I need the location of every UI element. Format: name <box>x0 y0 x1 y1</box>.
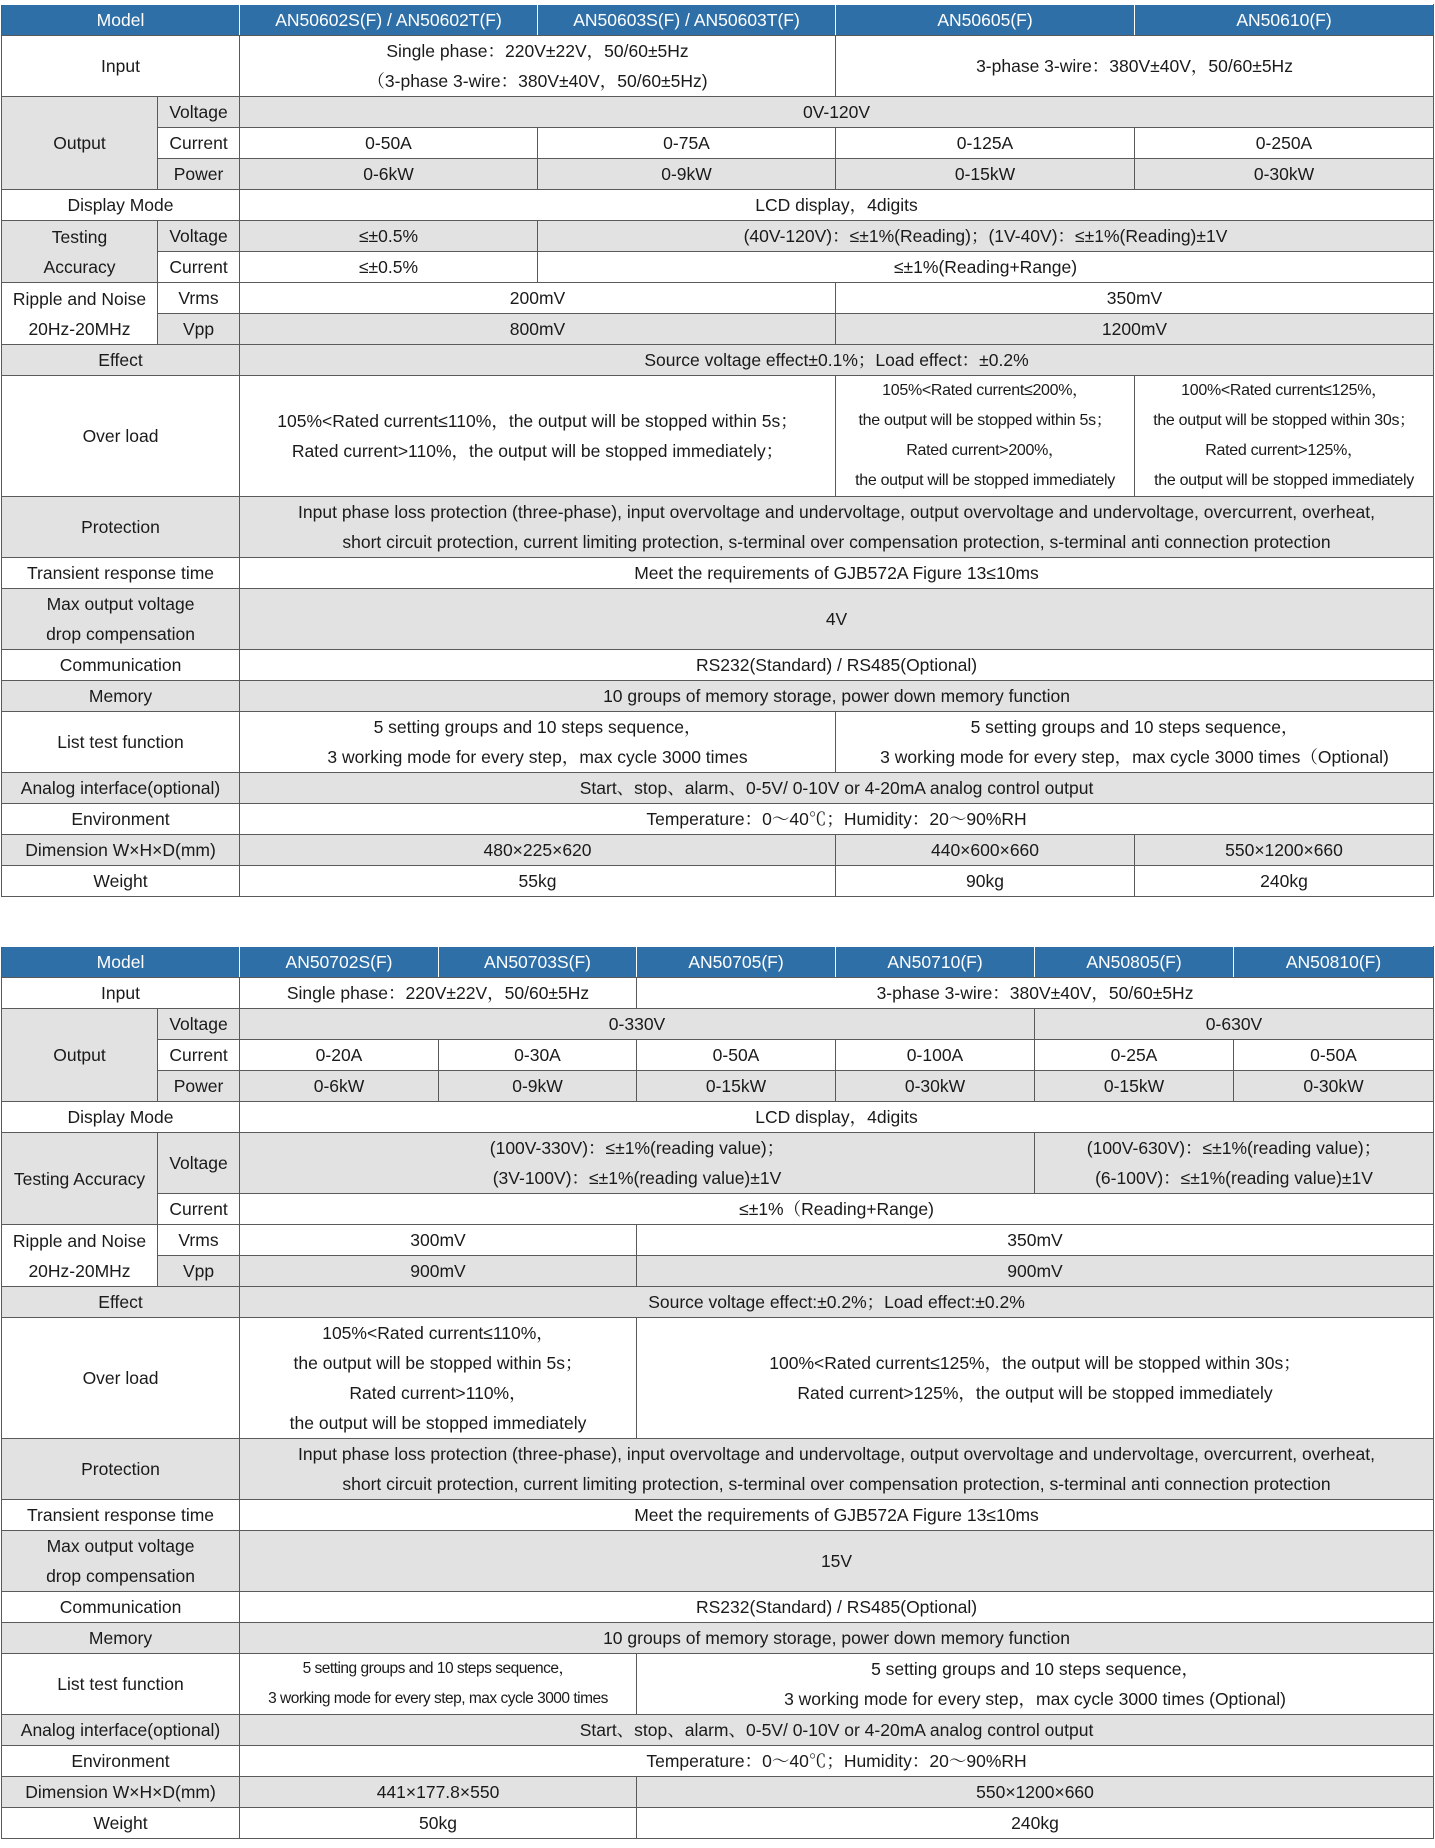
analog-value: Start、stop、alarm、0-5V/ 0-10V or 4-20mA analog control output <box>240 1715 1434 1746</box>
row-environment <box>2 1746 1434 1777</box>
list-test-b-line2: 3 working mode for every step，max cycle 3000 times (Optional) <box>784 1689 1286 1709</box>
header-row <box>2 5 1434 36</box>
row-accuracy-voltage <box>2 221 1434 252</box>
protection-line1: Input phase loss protection (three-phase), input overvoltage and undervoltage, output overvoltage and undervoltage, overcurrent, overheat, <box>298 502 1375 522</box>
label-analog: Analog interface(optional) <box>2 773 240 804</box>
label-weight: Weight <box>2 1808 240 1839</box>
row-effect <box>2 1287 1434 1318</box>
label-current: Current <box>158 252 240 283</box>
overload-a-line1: 105%<Rated current≤110%，the output will be stopped within 5s； <box>277 411 798 431</box>
label-transient: Transient response time <box>2 558 240 589</box>
list-test-a-line1: 5 setting groups and 10 steps sequence， <box>302 1660 574 1677</box>
protection-line2: short circuit protection, current limiting protection, s-terminal over compensation protection, s-terminal anti connection protection <box>342 532 1331 552</box>
overload-b <box>637 1318 1434 1439</box>
memory-value: 10 groups of memory storage, power down memory function <box>240 681 1434 712</box>
list-test-b-line2: 3 working mode for every step，max cycle 3000 times（Optional) <box>880 747 1389 767</box>
list-test-b <box>836 712 1434 773</box>
list-test-a <box>240 712 836 773</box>
overload-a <box>240 1318 637 1439</box>
label-voltage: Voltage <box>158 97 240 128</box>
overload-b <box>836 376 1135 497</box>
overload-c-line2: the output will be stopped within 30s； <box>1153 412 1415 429</box>
output-current-cell: 0-50A <box>240 128 538 159</box>
label-ripple-line1: Ripple and Noise <box>12 1230 147 1251</box>
label-output: Output <box>2 1009 158 1102</box>
row-display-mode <box>2 190 1434 221</box>
input-three-phase: 3-phase 3-wire：380V±40V，50/60±5Hz <box>637 978 1434 1009</box>
list-test-b <box>637 1654 1434 1715</box>
row-weight <box>2 1808 1434 1839</box>
header-model-1: AN50602S(F) / AN50602T(F) <box>240 5 538 36</box>
effect-value: Source voltage effect±0.1%；Load effect：±0.2% <box>240 345 1434 376</box>
output-power-cell: 0-9kW <box>439 1071 637 1102</box>
label-ripple-line1: Ripple and Noise <box>12 288 147 309</box>
ripple-vpp-a: 900mV <box>240 1256 637 1287</box>
row-output-voltage <box>2 1009 1434 1040</box>
label-protection: Protection <box>2 1439 240 1500</box>
overload-b-line2: the output will be stopped within 5s； <box>858 412 1112 429</box>
spec-table-an506 <box>1 4 1434 897</box>
label-current: Current <box>158 1040 240 1071</box>
row-communication <box>2 1592 1434 1623</box>
label-input: Input <box>2 978 240 1009</box>
row-ripple-vpp <box>2 314 1434 345</box>
row-input <box>2 36 1434 97</box>
output-power-cell: 0-15kW <box>1035 1071 1234 1102</box>
row-dimension <box>2 1777 1434 1808</box>
overload-a <box>240 376 836 497</box>
output-power-cell: 0-9kW <box>538 159 836 190</box>
label-drop-line1: Max output voltage <box>46 594 195 614</box>
label-memory: Memory <box>2 1623 240 1654</box>
protection-value <box>240 497 1434 558</box>
row-environment <box>2 804 1434 835</box>
label-drop-line1: Max output voltage <box>46 1536 195 1556</box>
output-power-cell: 0-30kW <box>1135 159 1434 190</box>
ripple-vpp-b: 1200mV <box>836 314 1434 345</box>
dimension-cell: 480×225×620 <box>240 835 836 866</box>
label-voltage: Voltage <box>158 221 240 252</box>
overload-c <box>1135 376 1434 497</box>
header-model-4: AN50710(F) <box>836 947 1035 978</box>
header-model-4: AN50610(F) <box>1135 5 1434 36</box>
ripple-vrms-b: 350mV <box>637 1225 1434 1256</box>
accuracy-voltage-b-line1: (100V-630V)：≤±1%(reading value)； <box>1086 1138 1382 1158</box>
label-effect: Effect <box>2 345 240 376</box>
output-current-cell: 0-50A <box>1234 1040 1434 1071</box>
label-dimension: Dimension W×H×D(mm) <box>2 1777 240 1808</box>
ripple-vpp-b: 900mV <box>637 1256 1434 1287</box>
accuracy-voltage-b <box>1035 1133 1434 1194</box>
overload-b-line4: the output will be stopped immediately <box>855 472 1115 489</box>
output-power-cell: 0-30kW <box>1234 1071 1434 1102</box>
row-ripple-vrms <box>2 1225 1434 1256</box>
ripple-vrms-b: 350mV <box>836 283 1434 314</box>
accuracy-current-b: ≤±1%(Reading+Range) <box>538 252 1434 283</box>
header-row <box>2 947 1434 978</box>
label-vrms: Vrms <box>158 283 240 314</box>
row-transient <box>2 1500 1434 1531</box>
accuracy-voltage-b-line2: (6-100V)：≤±1%(reading value)±1V <box>1095 1168 1373 1188</box>
label-vpp: Vpp <box>158 1256 240 1287</box>
output-current-cell: 0-75A <box>538 128 836 159</box>
dimension-cell: 440×600×660 <box>836 835 1135 866</box>
input-single-line2: （3-phase 3-wire：380V±40V，50/60±5Hz) <box>367 71 708 91</box>
accuracy-current-a: ≤±0.5% <box>240 252 538 283</box>
weight-cell: 55kg <box>240 866 836 897</box>
header-model: Model <box>2 947 240 978</box>
output-power-cell: 0-6kW <box>240 1071 439 1102</box>
label-environment: Environment <box>2 804 240 835</box>
overload-c-line1: 100%<Rated current≤125%， <box>1181 382 1387 399</box>
accuracy-voltage-b: (40V-120V)：≤±1%(Reading)；(1V-40V)：≤±1%(Reading)±1V <box>538 221 1434 252</box>
label-testing-accuracy-line1: Testing <box>51 226 108 247</box>
label-current: Current <box>158 128 240 159</box>
list-test-b-line1: 5 setting groups and 10 steps sequence， <box>970 717 1299 737</box>
list-test-a-line2: 3 working mode for every step，max cycle 3000 times <box>327 747 748 767</box>
overload-a-line2: Rated current>110%，the output will be stopped immediately； <box>291 441 784 461</box>
display-mode-value: LCD display，4digits <box>240 190 1434 221</box>
output-current-cell: 0-25A <box>1035 1040 1234 1071</box>
label-current: Current <box>158 1194 240 1225</box>
row-overload <box>2 376 1434 497</box>
row-list-test <box>2 1654 1434 1715</box>
output-power-cell: 0-6kW <box>240 159 538 190</box>
row-output-current <box>2 1040 1434 1071</box>
row-transient <box>2 558 1434 589</box>
list-test-b-line1: 5 setting groups and 10 steps sequence， <box>871 1659 1199 1679</box>
label-list-test: List test function <box>2 1654 240 1715</box>
protection-line1: Input phase loss protection (three-phase), input overvoltage and undervoltage, output overvoltage and undervoltage, overcurrent, overheat, <box>298 1444 1375 1464</box>
header-model-1: AN50702S(F) <box>240 947 439 978</box>
row-memory <box>2 1623 1434 1654</box>
accuracy-voltage-a: ≤±0.5% <box>240 221 538 252</box>
list-test-a-line1: 5 setting groups and 10 steps sequence， <box>373 717 702 737</box>
label-output: Output <box>2 97 158 190</box>
output-current-cell: 0-100A <box>836 1040 1035 1071</box>
row-communication <box>2 650 1434 681</box>
weight-cell: 90kg <box>836 866 1135 897</box>
output-current-cell: 0-30A <box>439 1040 637 1071</box>
overload-a-line4: the output will be stopped immediately <box>289 1413 587 1433</box>
output-current-cell: 0-250A <box>1135 128 1434 159</box>
row-drop-compensation <box>2 1531 1434 1592</box>
input-single-line1: Single phase：220V±22V，50/60±5Hz <box>386 41 689 61</box>
row-analog <box>2 773 1434 804</box>
label-ripple-noise <box>2 1225 158 1287</box>
row-dimension <box>2 835 1434 866</box>
overload-a-line2: the output will be stopped within 5s； <box>293 1353 583 1373</box>
label-effect: Effect <box>2 1287 240 1318</box>
label-vrms: Vrms <box>158 1225 240 1256</box>
row-input <box>2 978 1434 1009</box>
transient-value: Meet the requirements of GJB572A Figure 13≤10ms <box>240 1500 1434 1531</box>
label-drop-compensation <box>2 589 240 650</box>
input-single-phase: Single phase：220V±22V，50/60±5Hz <box>240 978 637 1009</box>
label-weight: Weight <box>2 866 240 897</box>
label-list-test: List test function <box>2 712 240 773</box>
label-analog: Analog interface(optional) <box>2 1715 240 1746</box>
output-current-cell: 0-125A <box>836 128 1135 159</box>
row-accuracy-current <box>2 252 1434 283</box>
label-power: Power <box>158 1071 240 1102</box>
header-model-2: AN50703S(F) <box>439 947 637 978</box>
label-display-mode: Display Mode <box>2 190 240 221</box>
row-analog <box>2 1715 1434 1746</box>
overload-a-line1: 105%<Rated current≤110%， <box>322 1323 554 1343</box>
header-model-2: AN50603S(F) / AN50603T(F) <box>538 5 836 36</box>
label-display-mode: Display Mode <box>2 1102 240 1133</box>
label-communication: Communication <box>2 650 240 681</box>
label-input: Input <box>2 36 240 97</box>
row-drop-compensation <box>2 589 1434 650</box>
row-memory <box>2 681 1434 712</box>
transient-value: Meet the requirements of GJB572A Figure 13≤10ms <box>240 558 1434 589</box>
row-ripple-vpp <box>2 1256 1434 1287</box>
row-overload <box>2 1318 1434 1439</box>
dimension-cell: 550×1200×660 <box>1135 835 1434 866</box>
header-model-6: AN50810(F) <box>1234 947 1434 978</box>
label-voltage: Voltage <box>158 1133 240 1194</box>
output-current-cell: 0-50A <box>637 1040 836 1071</box>
input-three-phase: 3-phase 3-wire：380V±40V，50/60±5Hz <box>836 36 1434 97</box>
weight-cell: 50kg <box>240 1808 637 1839</box>
analog-value: Start、stop、alarm、0-5V/ 0-10V or 4-20mA analog control output <box>240 773 1434 804</box>
dimension-cell: 550×1200×660 <box>637 1777 1434 1808</box>
drop-compensation-value: 15V <box>240 1531 1434 1592</box>
row-protection <box>2 1439 1434 1500</box>
label-ripple-line2: 20Hz-20MHz <box>28 1260 131 1281</box>
output-current-cell: 0-20A <box>240 1040 439 1071</box>
label-testing-accuracy-line2: Accuracy <box>43 256 116 277</box>
label-drop-line2: drop compensation <box>46 624 195 644</box>
label-drop-compensation <box>2 1531 240 1592</box>
label-overload: Over load <box>2 1318 240 1439</box>
output-voltage-b: 0-630V <box>1035 1009 1434 1040</box>
row-effect <box>2 345 1434 376</box>
label-vpp: Vpp <box>158 314 240 345</box>
header-model-5: AN50805(F) <box>1035 947 1234 978</box>
protection-value <box>240 1439 1434 1500</box>
overload-b-line1: 105%<Rated current≤200%， <box>882 382 1088 399</box>
row-output-power <box>2 1071 1434 1102</box>
row-protection <box>2 497 1434 558</box>
row-output-current <box>2 128 1434 159</box>
output-power-cell: 0-15kW <box>836 159 1135 190</box>
weight-cell: 240kg <box>637 1808 1434 1839</box>
drop-compensation-value: 4V <box>240 589 1434 650</box>
overload-b-line2: Rated current>125%，the output will be stopped immediately <box>797 1383 1273 1403</box>
output-voltage: 0V-120V <box>240 97 1434 128</box>
environment-value: Temperature：0～40℃；Humidity：20～90%RH <box>240 1746 1434 1777</box>
label-protection: Protection <box>2 497 240 558</box>
row-list-test <box>2 712 1434 773</box>
label-overload: Over load <box>2 376 240 497</box>
memory-value: 10 groups of memory storage, power down memory function <box>240 1623 1434 1654</box>
label-testing-accuracy <box>2 221 158 283</box>
output-power-cell: 0-15kW <box>637 1071 836 1102</box>
ripple-vrms-a: 200mV <box>240 283 836 314</box>
label-transient: Transient response time <box>2 1500 240 1531</box>
label-environment: Environment <box>2 1746 240 1777</box>
overload-a-line3: Rated current>110%， <box>349 1383 527 1403</box>
row-accuracy-current <box>2 1194 1434 1225</box>
overload-c-line3: Rated current>125%， <box>1205 442 1363 459</box>
list-test-a-line2: 3 working mode for every step, max cycle 3000 times <box>268 1690 608 1707</box>
weight-cell: 240kg <box>1135 866 1434 897</box>
label-testing-accuracy: Testing Accuracy <box>2 1133 158 1225</box>
communication-value: RS232(Standard) / RS485(Optional) <box>240 650 1434 681</box>
output-voltage-a: 0-330V <box>240 1009 1035 1040</box>
accuracy-voltage-a-line1: (100V-330V)：≤±1%(reading value)； <box>489 1138 785 1158</box>
protection-line2: short circuit protection, current limiting protection, s-terminal over compensation protection, s-terminal anti connection protection <box>342 1474 1331 1494</box>
label-ripple-noise <box>2 283 158 345</box>
row-accuracy-voltage <box>2 1133 1434 1194</box>
label-ripple-line2: 20Hz-20MHz <box>28 318 131 339</box>
spec-table-an507-an508 <box>1 946 1434 1839</box>
accuracy-voltage-a-line2: (3V-100V)：≤±1%(reading value)±1V <box>492 1168 782 1188</box>
dimension-cell: 441×177.8×550 <box>240 1777 637 1808</box>
label-communication: Communication <box>2 1592 240 1623</box>
list-test-a <box>240 1654 637 1715</box>
communication-value: RS232(Standard) / RS485(Optional) <box>240 1592 1434 1623</box>
label-dimension: Dimension W×H×D(mm) <box>2 835 240 866</box>
row-weight <box>2 866 1434 897</box>
effect-value: Source voltage effect:±0.2%；Load effect:±0.2% <box>240 1287 1434 1318</box>
accuracy-voltage-a <box>240 1133 1035 1194</box>
label-drop-line2: drop compensation <box>46 1566 195 1586</box>
overload-b-line1: 100%<Rated current≤125%，the output will be stopped within 30s； <box>769 1353 1301 1373</box>
overload-b-line3: Rated current>200%， <box>906 442 1064 459</box>
environment-value: Temperature：0～40℃；Humidity：20～90%RH <box>240 804 1434 835</box>
label-memory: Memory <box>2 681 240 712</box>
accuracy-current: ≤±1%（Reading+Range) <box>240 1194 1434 1225</box>
ripple-vrms-a: 300mV <box>240 1225 637 1256</box>
ripple-vpp-a: 800mV <box>240 314 836 345</box>
row-display-mode <box>2 1102 1434 1133</box>
header-model: Model <box>2 5 240 36</box>
display-mode-value: LCD display，4digits <box>240 1102 1434 1133</box>
row-output-voltage <box>2 97 1434 128</box>
row-ripple-vrms <box>2 283 1434 314</box>
row-output-power <box>2 159 1434 190</box>
label-power: Power <box>158 159 240 190</box>
input-single-phase <box>240 36 836 97</box>
header-model-3: AN50705(F) <box>637 947 836 978</box>
overload-c-line4: the output will be stopped immediately <box>1154 472 1414 489</box>
header-model-3: AN50605(F) <box>836 5 1135 36</box>
label-voltage: Voltage <box>158 1009 240 1040</box>
output-power-cell: 0-30kW <box>836 1071 1035 1102</box>
